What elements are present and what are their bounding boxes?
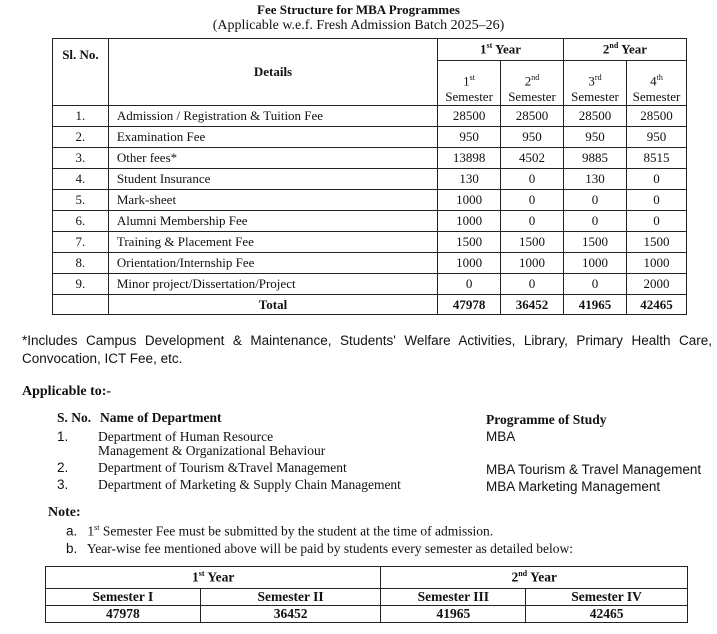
total-label: Total	[108, 295, 437, 315]
fee-row	[53, 106, 687, 127]
row-fee-value: 130	[438, 169, 501, 190]
row-sl-no: 7.	[53, 232, 109, 253]
dept-sno: 2.	[57, 460, 69, 475]
row-sl-no: 6.	[53, 211, 109, 232]
dept-sno: 1.	[57, 429, 69, 444]
row-fee-value: 28500	[564, 106, 627, 127]
summary-semester-label: Semester III	[381, 589, 526, 606]
total-row	[53, 295, 687, 315]
row-fee-value: 950	[564, 127, 627, 148]
row-fee-value: 13898	[438, 148, 501, 169]
row-fee-value: 0	[564, 274, 627, 295]
department-header: Name of Department	[100, 410, 222, 425]
semester-2-header: 2nd Semester	[501, 61, 564, 106]
row-detail: Minor project/Dissertation/Project	[108, 274, 437, 295]
row-fee-value: 0	[501, 169, 564, 190]
semester-3-header: 3rd Semester	[564, 61, 627, 106]
sno-header: S. No.	[57, 410, 92, 425]
row-fee-value: 0	[564, 211, 627, 232]
row-fee-value: 28500	[626, 106, 686, 127]
applicable-heading: Applicable to:-	[22, 384, 112, 399]
programme-name: MBA Marketing Management	[486, 479, 661, 494]
summary-semester-label: Semester IV	[526, 589, 688, 606]
row-fee-value: 0	[626, 169, 686, 190]
note-item-a: a. 1st Semester Fee must be submitted by the student at the time of admission.	[66, 523, 494, 539]
row-fee-value: 1000	[564, 253, 627, 274]
summary-value: 41965	[381, 606, 526, 623]
semester-1-header: 1st Semester	[438, 61, 501, 106]
fee-row	[53, 190, 687, 211]
row-fee-value: 130	[564, 169, 627, 190]
row-fee-value: 4502	[501, 148, 564, 169]
summary-value: 36452	[200, 606, 381, 623]
row-sl-no: 5.	[53, 190, 109, 211]
programme-header: Programme of Study	[486, 412, 607, 427]
row-detail: Training & Placement Fee	[108, 232, 437, 253]
dept-sno: 3.	[57, 477, 69, 492]
row-fee-value: 9885	[564, 148, 627, 169]
fee-row	[53, 274, 687, 295]
dept-name: Department of Human Resource	[98, 429, 274, 444]
dept-name: Department of Marketing & Supply Chain Management	[98, 477, 401, 492]
semester-summary-table	[45, 566, 688, 623]
summary-value: 42465	[526, 606, 688, 623]
row-fee-value: 1500	[438, 232, 501, 253]
summary-value: 47978	[46, 606, 201, 623]
row-fee-value: 0	[501, 190, 564, 211]
details-header: Details	[108, 39, 437, 106]
row-fee-value: 28500	[438, 106, 501, 127]
semester-4-header: 4th Semester	[626, 61, 686, 106]
total-value: 41965	[564, 295, 627, 315]
programme-name: MBA Tourism & Travel Management	[486, 462, 702, 477]
row-fee-value: 1000	[438, 211, 501, 232]
row-fee-value: 0	[564, 190, 627, 211]
row-fee-value: 0	[626, 211, 686, 232]
fee-row	[53, 232, 687, 253]
fee-row	[53, 211, 687, 232]
row-fee-value: 28500	[501, 106, 564, 127]
row-detail: Admission / Registration & Tuition Fee	[108, 106, 437, 127]
row-sl-no: 8.	[53, 253, 109, 274]
note-marker: a.	[66, 523, 78, 539]
summary-year-2: 2nd Year	[381, 567, 688, 589]
row-fee-value: 1500	[501, 232, 564, 253]
row-detail: Student Insurance	[108, 169, 437, 190]
dept-name-cont: Management & Organizational Behaviour	[98, 443, 326, 458]
row-detail: Orientation/Internship Fee	[108, 253, 437, 274]
fee-structure-table	[52, 38, 687, 315]
row-fee-value: 0	[626, 190, 686, 211]
row-fee-value: 1000	[501, 253, 564, 274]
year-1-header: 1st Year	[438, 39, 564, 61]
footnote: *Includes Campus Development & Maintenance, Students' Welfare Activities, Library, Primary Health Care, Convocation, ICT Fee, etc.	[22, 333, 712, 366]
page-subtitle: (Applicable w.e.f. Fresh Admission Batch 2025–26)	[212, 18, 505, 33]
row-fee-value: 0	[501, 274, 564, 295]
row-detail: Mark-sheet	[108, 190, 437, 211]
row-fee-value: 1000	[438, 253, 501, 274]
total-value: 47978	[438, 295, 501, 315]
dept-name: Department of Tourism &Travel Management	[98, 460, 347, 475]
fee-row	[53, 127, 687, 148]
total-value: 42465	[626, 295, 686, 315]
page-title: Fee Structure for MBA Programmes	[257, 2, 460, 17]
row-sl-no: 1.	[53, 106, 109, 127]
row-sl-no: 3.	[53, 148, 109, 169]
note-item-b: b. Year-wise fee mentioned above will be paid by students every semester as detailed below:	[66, 541, 573, 556]
fee-row	[53, 253, 687, 274]
row-detail: Alumni Membership Fee	[108, 211, 437, 232]
row-fee-value: 950	[626, 127, 686, 148]
row-sl-no: 9.	[53, 274, 109, 295]
row-fee-value: 1000	[438, 190, 501, 211]
row-sl-no: 2.	[53, 127, 109, 148]
row-detail: Other fees*	[108, 148, 437, 169]
fee-row	[53, 169, 687, 190]
summary-semester-label: Semester I	[46, 589, 201, 606]
row-fee-value: 0	[438, 274, 501, 295]
sl-no-header: Sl. No.	[53, 39, 109, 106]
programme-name: MBA	[486, 429, 516, 444]
total-value: 36452	[501, 295, 564, 315]
row-fee-value: 950	[438, 127, 501, 148]
row-fee-value: 0	[501, 211, 564, 232]
row-fee-value: 8515	[626, 148, 686, 169]
note-marker: b.	[66, 541, 78, 556]
row-fee-value: 1500	[626, 232, 686, 253]
row-sl-no: 4.	[53, 169, 109, 190]
row-fee-value: 1500	[564, 232, 627, 253]
note-heading: Note:	[48, 505, 81, 520]
row-fee-value: 950	[501, 127, 564, 148]
row-fee-value: 2000	[626, 274, 686, 295]
summary-semester-label: Semester II	[200, 589, 381, 606]
year-2-header: 2nd Year	[564, 39, 687, 61]
summary-year-1: 1st Year	[46, 567, 381, 589]
row-fee-value: 1000	[626, 253, 686, 274]
row-detail: Examination Fee	[108, 127, 437, 148]
fee-row	[53, 148, 687, 169]
